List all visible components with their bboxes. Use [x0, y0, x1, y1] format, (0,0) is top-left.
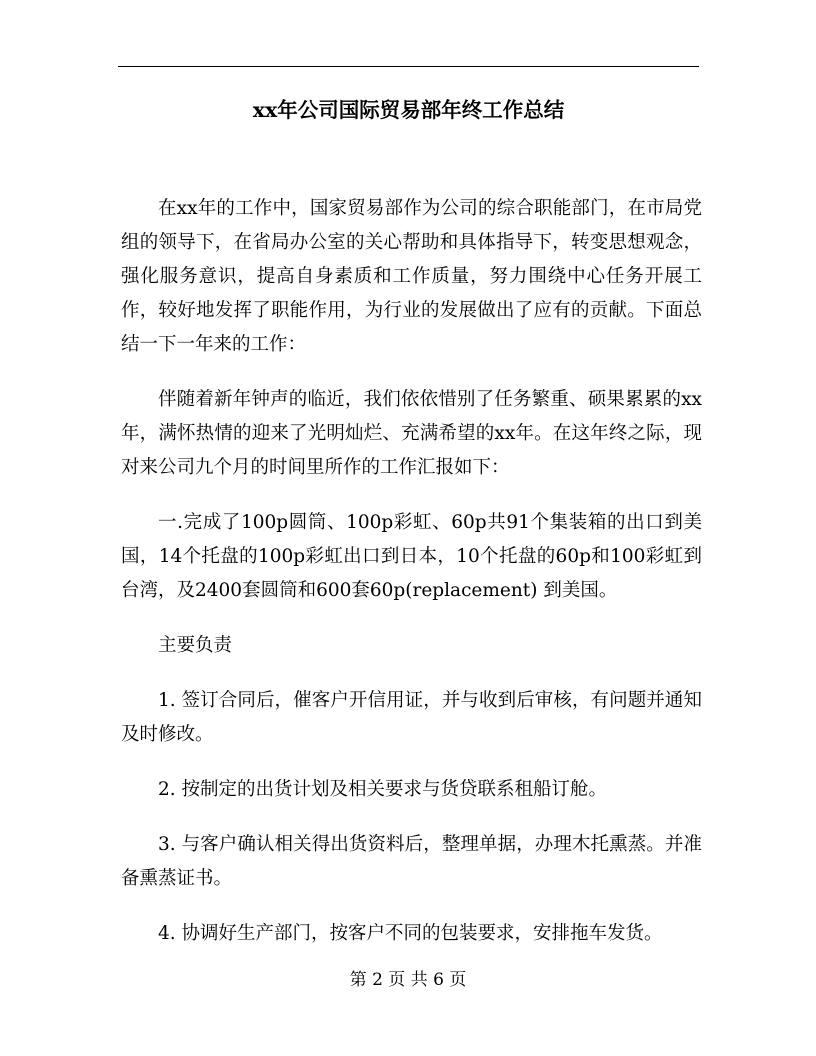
section-heading-responsibilities: 主要负责	[158, 635, 233, 656]
paragraph-intro: 在xx年的工作中，国家贸易部作为公司的综合职能部门，在市局党组的领导下，在省局办公室的关心帮助和具体指导下，转变思想观念，强化服务意识，提高自身素质和工作质量，努力围绕中心任务开展工作，较好地发挥了职能作用，为行业的发展做出了应有的贡献。下面总结一下一年来的工作：	[121, 198, 702, 355]
list-item-3: 3. 与客户确认相关得出货资料后，整理单据，办理木托熏蒸。并准备熏蒸证书。	[121, 834, 702, 889]
header-rule	[118, 66, 699, 67]
list-item-1: 1. 签订合同后，催客户开信用证，并与收到后审核，有问题并通知及时修改。	[121, 690, 702, 745]
page-footer: 第 2 页 共 6 页	[349, 970, 467, 990]
document-body	[121, 192, 702, 972]
paragraph-new-year: 伴随着新年钟声的临近，我们依依惜别了任务繁重、硕果累累的xx年，满怀热情的迎来了光明灿烂、充满希望的xx年。在这年终之际，现对来公司九个月的时间里所作的工作汇报如下：	[121, 389, 702, 478]
document-title: xx年公司国际贸易部年终工作总结	[252, 98, 565, 122]
list-item-4: 4. 协调好生产部门，按客户不同的包装要求，安排拖车发货。	[158, 923, 663, 944]
paragraph-shipments: 一.完成了100p圆筒、100p彩虹、60p共91个集装箱的出口到美国，14个托盘的100p彩虹出口到日本，10个托盘的60p和100彩虹到台湾，及2400套圆筒和600套60p(replacement) 到美国。	[121, 512, 702, 601]
list-item-2: 2. 按制定的出货计划及相关要求与货贷联系租船订舱。	[158, 779, 608, 800]
